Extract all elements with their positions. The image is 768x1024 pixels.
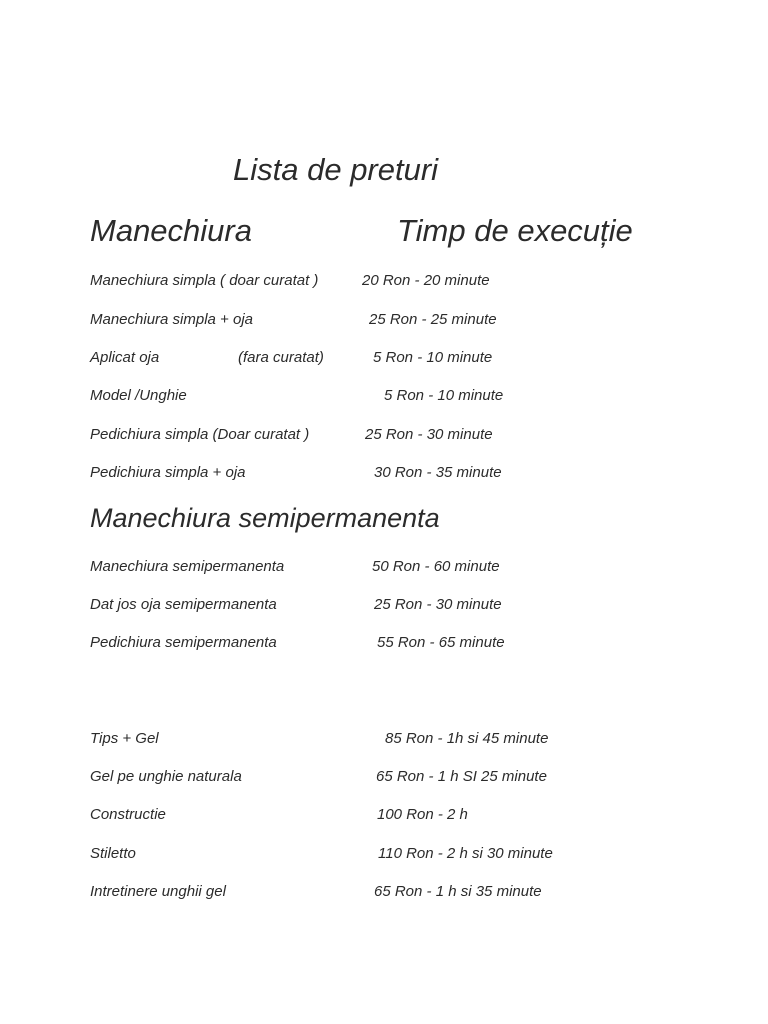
service-price: 25 Ron - 30 minute	[365, 426, 493, 443]
service-price: 65 Ron - 1 h si 35 minute	[374, 883, 542, 900]
price-row	[0, 881, 768, 903]
service-price: 20 Ron - 20 minute	[362, 272, 490, 289]
service-price: 85 Ron - 1h si 45 minute	[385, 730, 549, 747]
service-price: 50 Ron - 60 minute	[372, 558, 500, 575]
price-row	[0, 424, 768, 446]
service-name: Pedichiura simpla (Doar curatat )	[90, 426, 310, 443]
service-price: 5 Ron - 10 minute	[384, 387, 504, 404]
price-row	[0, 804, 768, 826]
service-name: Intretinere unghii gel	[90, 883, 226, 900]
service-price: 25 Ron - 30 minute	[374, 596, 502, 613]
section-heading-manechiura: Manechiura	[90, 213, 252, 248]
price-row	[0, 632, 768, 654]
service-name: Dat jos oja semipermanenta	[90, 596, 277, 613]
service-name: Manechiura simpla ( doar curatat )	[90, 272, 319, 289]
service-name: Constructie	[90, 806, 166, 823]
service-name: Manechiura semipermanenta	[90, 558, 285, 575]
price-row	[0, 385, 768, 407]
price-row	[0, 462, 768, 484]
service-name: Model /Unghie	[90, 387, 187, 404]
service-price: 5 Ron - 10 minute	[373, 349, 493, 366]
service-price: 30 Ron - 35 minute	[374, 464, 502, 481]
service-price: 110 Ron - 2 h si 30 minute	[378, 845, 553, 862]
column-heading-time: Timp de execuție	[397, 213, 633, 248]
service-name: Tips + Gel	[90, 730, 159, 747]
price-row	[0, 556, 768, 578]
price-row	[0, 843, 768, 865]
price-row	[0, 728, 768, 750]
section-heading-semipermanenta: Manechiura semipermanenta	[90, 503, 440, 533]
price-row	[0, 766, 768, 788]
service-name: Gel pe unghie naturala	[90, 768, 242, 785]
service-price: 65 Ron - 1 h SI 25 minute	[376, 768, 547, 785]
service-name: Aplicat oja	[90, 349, 160, 366]
service-note: (fara curatat)	[238, 349, 324, 366]
service-name: Pedichiura simpla + oja	[90, 464, 246, 481]
service-price: 55 Ron - 65 minute	[377, 634, 505, 651]
price-row	[0, 347, 768, 369]
price-row	[0, 309, 768, 331]
service-price: 25 Ron - 25 minute	[369, 311, 497, 328]
service-name: Manechiura simpla + oja	[90, 311, 254, 328]
service-name: Stiletto	[90, 845, 136, 862]
service-price: 100 Ron - 2 h	[377, 806, 468, 823]
service-name: Pedichiura semipermanenta	[90, 634, 277, 651]
price-row	[0, 594, 768, 616]
price-row	[0, 270, 768, 292]
page-title: Lista de preturi	[233, 152, 439, 187]
